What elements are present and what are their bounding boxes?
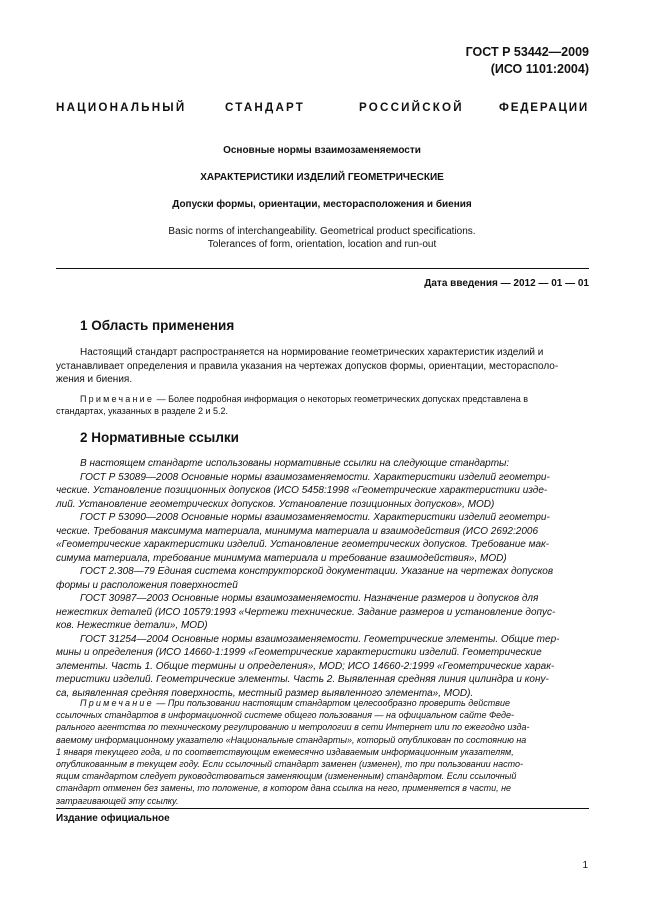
section-2-heading: 2 Нормативные ссылки: [80, 430, 239, 445]
reference-line: симума материала, требование минимума материала и требование взаимодействия», MOD): [56, 552, 507, 564]
note-text: 1 января текущего года, и по соответствующим ежемесячно издаваемым информационным указателям,: [56, 746, 514, 757]
text-line: устанавливает определения и правила указания на чертежах допусков формы, ориентации, месторасполо-: [56, 360, 559, 372]
reference-line: са, выявленная средняя поверхность, местный размер выявленного элемента», MOD).: [56, 687, 474, 699]
banner-word: НАЦИОНАЛЬНЫЙ: [56, 101, 187, 114]
title-line-3: Допуски формы, ориентации, месторасположения и биения: [172, 199, 472, 210]
introduction-date: Дата введения — 2012 — 01 — 01: [424, 278, 589, 289]
note-text: рального агентства по техническому регулированию и метрологии в сети Интернет или по ежегодно изда-: [56, 722, 530, 733]
reference-line: элементы. Часть 1. Общие термины и определения», MOD; ИСО 14660-2:1999 «Геометрические харак-: [56, 660, 555, 672]
normative-references: [56, 457, 589, 700]
reference-line: ческие. Требования максимума материала, минимума материала и взаимодействия (ИСО 2692:2006: [56, 525, 539, 537]
standard-number: ГОСТ Р 53442—2009: [465, 45, 589, 59]
reference-line: теристики изделий. Геометрические элементы. Часть 2. Выявленная средняя линия цилиндра и кону-: [56, 674, 549, 685]
reference-line: ГОСТ 30987—2003 Основные нормы взаимозаменяемости. Назначение размеров и допусков для: [80, 593, 539, 604]
english-title-line-1: Basic norms of interchangeability. Geometrical product specifications.: [168, 226, 476, 237]
reference-line: ГОСТ 2.308—79 Единая система конструкторской документации. Указание на чертежах допусков: [80, 566, 554, 577]
banner-word: РОССИЙСКОЙ: [359, 101, 464, 114]
english-title-line-2: Tolerances of form, orientation, location and run-out: [207, 239, 437, 250]
note-text: затрагивающей эту ссылку.: [56, 795, 179, 806]
title-line-1: Основные нормы взаимозаменяемости: [223, 145, 421, 156]
banner-word: ФЕДЕРАЦИИ: [499, 101, 590, 114]
iso-number: (ИСО 1101:2004): [490, 62, 589, 76]
footer-divider: [56, 808, 589, 809]
note-text: ящим стандартом следует руководствоваться заменяющим (измененным) стандартом. Если ссылочный: [56, 771, 517, 782]
note-text: стандартах, указанных в разделе 2 и 5.2.: [56, 406, 229, 417]
reference-line: лий. Установление геометрических допусков. Установление позиционных допусков», MOD): [56, 498, 495, 510]
note-label: Примечание: [80, 394, 155, 404]
edition-label: Издание официальное: [56, 813, 170, 824]
note-text: ваемому информационному указателю «Национальные стандарты», который опубликован по состоянию на: [56, 734, 527, 745]
banner-word: СТАНДАРТ: [225, 101, 306, 114]
note-text: — При пользовании настоящим стандартом целесообразно проверить действие: [153, 698, 510, 708]
reference-line: ГОСТ 31254—2004 Основные нормы взаимозаменяемости. Геометрические элементы. Общие тер-: [80, 633, 560, 645]
reference-line: ГОСТ Р 53089—2008 Основные нормы взаимозаменяемости. Характеристики изделий геометри-: [80, 471, 550, 483]
title-line-2: ХАРАКТЕРИСТИКИ ИЗДЕЛИЙ ГЕОМЕТРИЧЕСКИЕ: [200, 172, 444, 183]
page-number: 1: [582, 860, 588, 871]
section-1-heading: 1 Область применения: [80, 318, 235, 333]
text-line: Настоящий стандарт распространяется на нормирование геометрических характеристик изделий и: [80, 347, 544, 358]
reference-line: мины и определения (ИСО 14660-1:1999 «Геометрические характеристики изделий. Геометрические: [56, 647, 542, 658]
standard-designation: [466, 44, 589, 78]
reference-line: «Геометрические характеристики изделий. Установление геометрических допусков. Требование мак-: [56, 539, 550, 550]
note-text: — Более подробная информация о некоторых геометрических допусках представлена в: [154, 394, 529, 404]
section-1-paragraph: [56, 346, 589, 387]
reference-intro: В настоящем стандарте использованы нормативные ссылки на следующие стандарты:: [80, 458, 510, 469]
note-label: Примечание: [80, 698, 154, 708]
note-text: опубликованным в текущем году. Если ссылочный стандарт заменен (изменен), то при пользовании насто-: [56, 759, 524, 770]
text-line: жения и биения.: [56, 374, 133, 385]
reference-line: формы и расположения поверхностей: [56, 579, 238, 591]
section-1-note: [56, 393, 589, 417]
reference-line: ческие. Установление позиционных допусков (ИСО 5458:1998 «Геометрические характеристики изде-: [56, 485, 548, 496]
reference-line: ГОСТ Р 53090—2008 Основные нормы взаимозаменяемости. Характеристики изделий геометри-: [80, 512, 550, 523]
note-text: стандарт отменен без замены, то положение, в котором дана ссылка на него, применяется в части, не: [56, 783, 512, 794]
reference-line: ков. Нежесткие детали», MOD): [56, 620, 208, 631]
section-2-note: [56, 697, 589, 807]
reference-line: нежестких деталей (ИСО 10579:1993 «Чертежи технические. Задание размеров и установление допус-: [56, 606, 556, 618]
english-title: [56, 225, 588, 251]
header-divider: [56, 268, 589, 269]
note-text: ссылочных стандартов в информационной системе общего пользования — на официальном сайте Феде-: [56, 710, 515, 721]
